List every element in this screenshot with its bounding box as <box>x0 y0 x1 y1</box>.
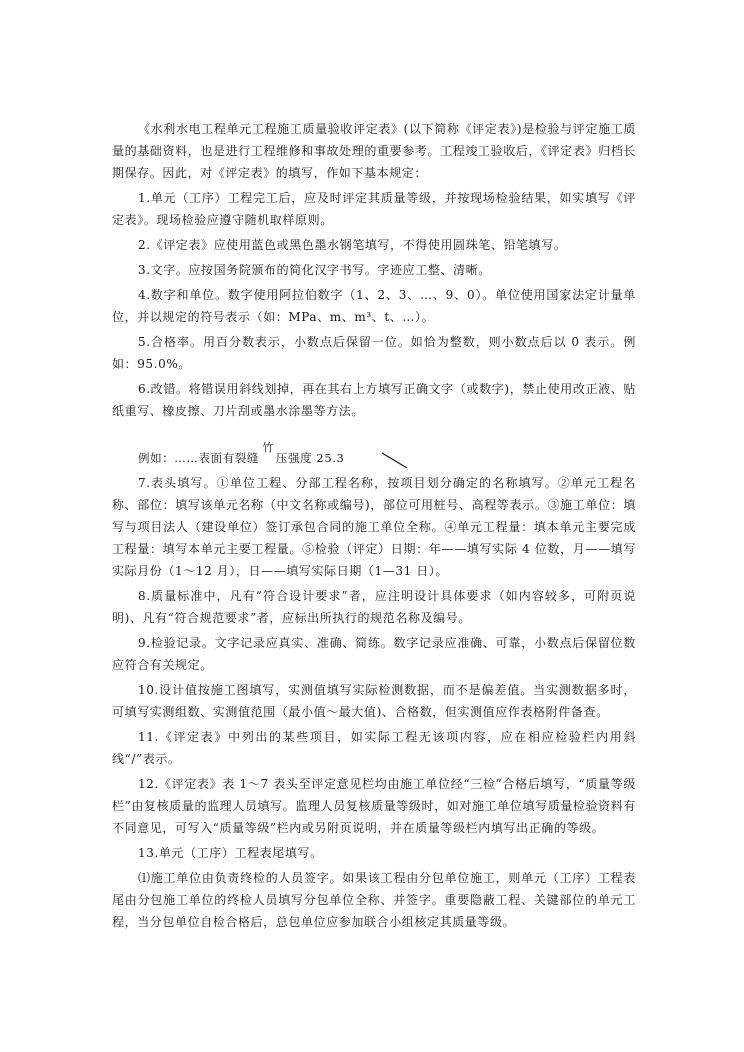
example-prefix: 例如：……表面有裂缝 <box>138 451 264 465</box>
rule-8-paragraph: 8.质量标准中，凡有“符合设计要求”者，应注明设计具体要求（如内容较多，可附页说明)、凡有“符合规范要求”者，应标出所执行的规范名称及编号。 <box>112 589 636 625</box>
intro-paragraph: 《水利水电工程单元工程施工质量验收评定表》(以下简称《评定表》)是检验与评定施工质量的基础资料，也是进行工程维修和事故处理的重要参考。工程竣工验收后，《评定表》归档长期保存。因此，对《评定表》的填写，作如下基本规定： <box>112 122 636 180</box>
rule-6-paragraph: 6.改错。将错误用斜线划掉，再在其右上方填写正确文字（或数字)，禁止使用改正液、贴纸重写、橡皮擦、刀片刮或墨水涂墨等方法。 <box>112 382 636 418</box>
rule-13-1-paragraph: ⑴施工单位由负责终检的人员签字。如果该工程由分包单位施工，则单元（工序）工程表尾由分包施工单位的终检人员填写分包单位全称、并签字。重要隐蔽工程、关键部位的单元工程，当分包单位自检合格后，总包单位应参加联合小组核定其质量等级。 <box>112 871 636 929</box>
rule-4-paragraph: 4.数字和单位。数字使用阿拉伯数字（1、2、3、…、9、0）。单位使用国家法定计量单位，并以规定的符号表示（如：MPa、m、m³、t、…）。 <box>112 288 636 324</box>
example-struck-char <box>262 441 276 469</box>
strike-slash-icon <box>380 450 410 470</box>
rule-12-paragraph: 12.《评定表》表 1～7 表头至评定意见栏均由施工单位经“三检”合格后填写，“质量等级栏”由复核质量的监理人员填写。监理人员复核质量等级时，如对施工单位填写质量检验资料有不同意见，可写入“质量等级”栏内或另附页说明，并在质量等级栏内填写出正确的等级。 <box>112 777 636 835</box>
rule-2-paragraph: 2.《评定表》应使用蓝色或黑色墨水钢笔填写，不得使用圆珠笔、铅笔填写。 <box>138 238 567 252</box>
rule-3-paragraph: 3.文字。应按国务院颁布的简化汉字书写。字迹应工整、清晰。 <box>138 263 491 277</box>
rule-10-paragraph: 10.设计值按施工图填写，实测值填写实际检测数据，而不是偏差值。当实测数据多时，可填写实测组数、实测值范围（最小值～最大值)、合格数，但实测值应作表格附件备查。 <box>112 683 636 719</box>
rule-11-paragraph: 11.《评定表》中列出的某些项目，如实际工程无该项内容，应在相应检验栏内用斜线“/”表示。 <box>112 730 636 766</box>
document-page <box>112 118 636 936</box>
example-suffix: 压强度 25.3 <box>275 451 345 465</box>
spacer <box>112 425 636 447</box>
rule-13-paragraph: 13.单元（工序）工程表尾填写。 <box>138 846 323 860</box>
rule-9-paragraph: 9.检验记录。文字记录应真实、准确、简练。数字记录应准确、可靠，小数点后保留位数应符合有关规定。 <box>112 636 636 672</box>
example-correction-char: 竹 <box>262 441 274 454</box>
correction-example <box>112 441 636 469</box>
rule-1-paragraph: 1.单元（工序）工程完工后，应及时评定其质量等级，并按现场检验结果，如实填写《评定表》。现场检验应遵守随机取样原则。 <box>112 191 636 227</box>
rule-7-paragraph: 7.表头填写。①单位工程、分部工程名称，按项目划分确定的名称填写。②单元工程名称、部位：填写该单元名称（中文名称或编号)，部位可用桩号、高程等表示。③施工单位：填写与项目法人（建设单位）签订承包合同的施工单位全称。④单元工程量：填本单元主要完成工程量：填写本单元主要工程量。⑤检验（评定）日期：年——填写实际 4 位数，月——填写实际月份（1～12 月），日——填写实际日期（1—31 日）。 <box>112 476 636 578</box>
rule-5-paragraph: 5.合格率。用百分数表示，小数点后保留一位。如恰为整数，则小数点后以 0 表示。例如：95.0%。 <box>112 335 636 371</box>
